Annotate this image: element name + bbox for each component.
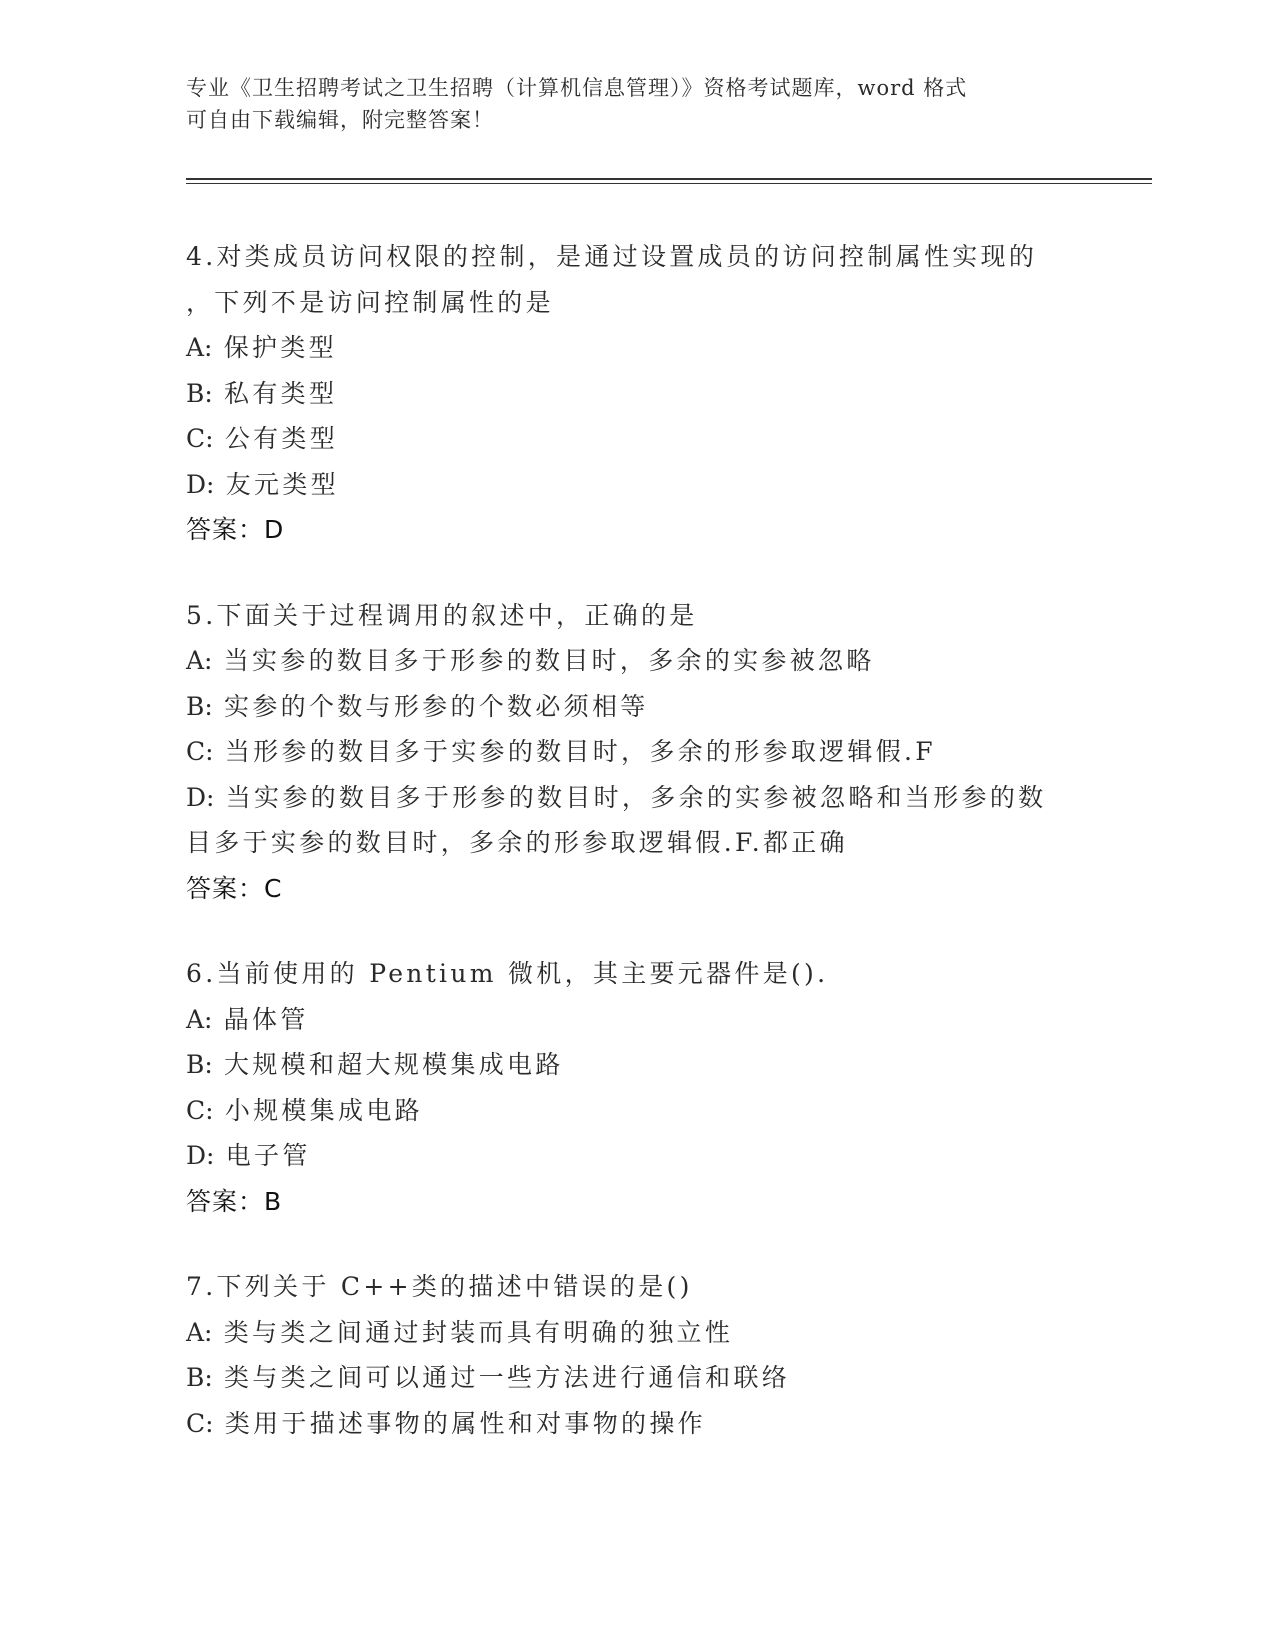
option-label: D: bbox=[186, 469, 215, 499]
option-text: 当实参的数目多于形参的数目时，多余的实参被忽略 bbox=[223, 646, 875, 675]
option-item bbox=[186, 638, 1086, 684]
option-item bbox=[186, 416, 1086, 462]
question-stem: 6.当前使用的 Pentium 微机，其主要元器件是(). bbox=[186, 959, 829, 988]
option-label: A: bbox=[186, 333, 213, 362]
option-text: 晶体管 bbox=[223, 1004, 309, 1034]
option-text: 类用于描述事物的属性和对事物的操作 bbox=[224, 1408, 706, 1438]
option-item bbox=[186, 462, 1086, 508]
option-label: D: bbox=[186, 782, 215, 812]
option-item bbox=[186, 371, 1086, 417]
option-item bbox=[186, 325, 1086, 371]
question-list bbox=[186, 234, 1086, 1486]
option-item bbox=[186, 997, 1086, 1043]
question-item bbox=[186, 234, 1086, 553]
header-line-1: 专业《卫生招聘考试之卫生招聘（计算机信息管理）》资格考试题库，word 格式 bbox=[186, 76, 968, 100]
question-stem: 4.对类成员访问权限的控制，是通过设置成员的访问控制属性实现的 bbox=[186, 242, 1038, 271]
answer-line: 答案：C bbox=[186, 873, 283, 903]
answer-line: 答案：D bbox=[186, 515, 285, 544]
option-item bbox=[186, 1042, 1086, 1088]
document-header bbox=[186, 72, 1086, 136]
question-item bbox=[186, 1264, 1086, 1446]
option-text: 类与类之间通过封装而具有明确的独立性 bbox=[223, 1317, 734, 1347]
option-text: 私有类型 bbox=[224, 378, 338, 408]
option-text: 实参的个数与形参的个数必须相等 bbox=[224, 691, 649, 721]
option-item bbox=[186, 775, 1086, 821]
answer-line: 答案：B bbox=[186, 1186, 283, 1216]
header-line-2: 可自由下载编辑，附完整答案！ bbox=[186, 108, 494, 132]
option-item bbox=[186, 1133, 1086, 1179]
option-label: B: bbox=[186, 1363, 213, 1392]
option-label: A: bbox=[186, 1004, 213, 1034]
option-text: 当形参的数目多于实参的数目时，多余的形参取逻辑假.F bbox=[224, 737, 936, 766]
option-label: B: bbox=[186, 691, 213, 721]
option-label: B: bbox=[186, 1050, 213, 1079]
question-item bbox=[186, 951, 1086, 1224]
option-item bbox=[186, 729, 1086, 775]
option-text: 当实参的数目多于形参的数目时，多余的实参被忽略和当形参的数 bbox=[225, 782, 1047, 812]
option-text: 类与类之间可以通过一些方法进行通信和联络 bbox=[224, 1363, 791, 1392]
option-text: 公有类型 bbox=[224, 424, 339, 453]
option-label: C: bbox=[186, 737, 214, 766]
option-text: 友元类型 bbox=[225, 469, 339, 499]
option-label: C: bbox=[186, 424, 214, 453]
option-text: 大规模和超大规模集成电路 bbox=[224, 1050, 564, 1079]
option-label: A: bbox=[186, 646, 213, 675]
option-label: A: bbox=[186, 1317, 213, 1347]
header-divider-thin bbox=[186, 183, 1152, 184]
question-stem: ，下列不是访问控制属性的是 bbox=[186, 287, 554, 317]
option-text: 小规模集成电路 bbox=[224, 1095, 423, 1125]
option-item bbox=[186, 684, 1086, 730]
option-text-continuation: 目多于实参的数目时，多余的形参取逻辑假.F.都正确 bbox=[186, 828, 848, 857]
option-label: D: bbox=[186, 1141, 215, 1170]
option-label: B: bbox=[186, 378, 213, 408]
option-text: 电子管 bbox=[225, 1141, 311, 1170]
option-item bbox=[186, 1310, 1086, 1356]
option-text: 保护类型 bbox=[223, 333, 337, 362]
option-label: C: bbox=[186, 1408, 214, 1438]
option-item bbox=[186, 1355, 1086, 1401]
option-item bbox=[186, 1088, 1086, 1134]
option-label: C: bbox=[186, 1095, 214, 1125]
header-divider-thick bbox=[186, 178, 1152, 180]
question-stem: 7.下列关于 C++类的描述中错误的是() bbox=[186, 1272, 693, 1301]
option-item bbox=[186, 1401, 1086, 1447]
question-stem: 5.下面关于过程调用的叙述中，正确的是 bbox=[186, 600, 698, 630]
question-item bbox=[186, 593, 1086, 912]
